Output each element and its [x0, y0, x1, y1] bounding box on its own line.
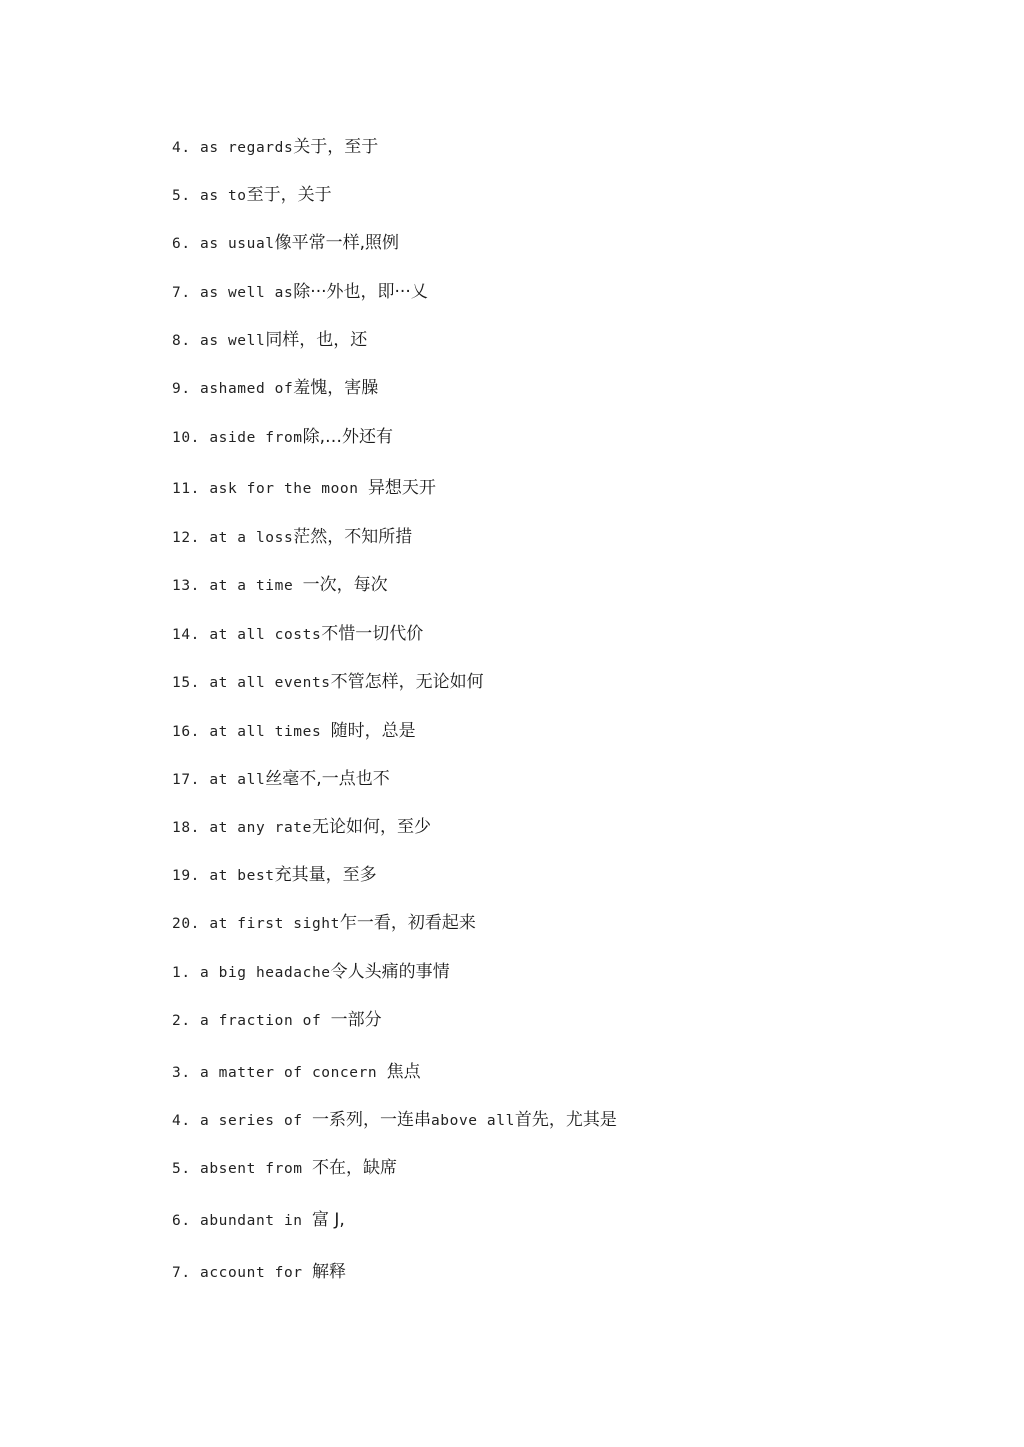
meaning-text: 无论如何，至少 [311, 817, 431, 837]
list-item [172, 908, 476, 938]
phrase-text: 1. a big headache [172, 965, 331, 981]
meaning-text: 不在，缺席 [311, 1158, 397, 1178]
phrase-text: 4. a series of [172, 1113, 312, 1129]
list-item [172, 180, 332, 210]
meaning-text: 关于，至于 [293, 137, 379, 157]
list-item [172, 325, 367, 355]
phrase-text: 19. at best [172, 868, 275, 884]
list-item [172, 1153, 397, 1183]
meaning-text: 同样，也，还 [265, 330, 368, 350]
phrase-text: 3. a matter of concern [172, 1065, 387, 1081]
meaning-text: 富 J, [311, 1210, 345, 1230]
phrase-text: 4. as regards [172, 140, 294, 156]
list-item [172, 228, 399, 258]
list-item [172, 667, 484, 697]
phrase-text: 10. aside from [172, 430, 303, 446]
phrase-text: 20. at first sight [172, 916, 340, 932]
phrase-text: 17. at all [172, 772, 266, 788]
meaning-text: 一次，每次 [302, 575, 388, 595]
phrase-text: 13. at a time [172, 578, 303, 594]
list-item [172, 1105, 617, 1135]
list-item [172, 1005, 382, 1035]
phrase-text: 9. ashamed of [172, 381, 294, 397]
meaning-text: 除,…外还有 [302, 427, 394, 447]
meaning-text: 异想天开 [367, 478, 436, 498]
list-item [172, 860, 377, 890]
phrase-text: above all [430, 1113, 515, 1129]
meaning-text: 随时，总是 [330, 721, 416, 741]
phrase-text: 8. as well [172, 333, 266, 349]
meaning-text: 充其量，至多 [274, 865, 377, 885]
meaning-text: 首先，尤其是 [514, 1110, 617, 1130]
meaning-text: 不惜一切代价 [321, 624, 424, 644]
phrase-text: 2. a fraction of [172, 1013, 331, 1029]
list-item [172, 373, 378, 403]
meaning-text: 羞愧，害臊 [293, 378, 379, 398]
phrase-text: 7. account for [172, 1265, 312, 1281]
meaning-text: 解释 [311, 1262, 346, 1282]
meaning-text: 茫然，不知所措 [293, 527, 413, 547]
phrase-text: 14. at all costs [172, 627, 322, 643]
meaning-text: 至于，关于 [246, 185, 332, 205]
phrase-text: 6. abundant in [172, 1213, 312, 1229]
meaning-text: 一部分 [330, 1010, 382, 1030]
phrase-text: 6. as usual [172, 236, 275, 252]
list-item [172, 764, 390, 794]
phrase-text: 18. at any rate [172, 820, 312, 836]
list-item [172, 570, 388, 600]
list-item [172, 1205, 345, 1235]
list-item [172, 422, 393, 452]
list-item [172, 716, 416, 746]
meaning-text: 令人头痛的事情 [330, 962, 450, 982]
meaning-text: 一系列，一连串 [311, 1110, 431, 1130]
meaning-text: 不管怎样，无论如何 [330, 672, 484, 692]
list-item [172, 1057, 421, 1087]
meaning-text: 像平常一样,照例 [274, 233, 400, 253]
phrase-text: 12. at a loss [172, 530, 294, 546]
phrase-text: 16. at all times [172, 724, 331, 740]
phrase-text: 5. absent from [172, 1161, 312, 1177]
phrase-text: 7. as well as [172, 285, 294, 301]
list-item [172, 522, 412, 552]
list-item [172, 473, 436, 503]
meaning-text: 丝毫不,一点也不 [265, 769, 390, 789]
phrase-text: 5. as to [172, 188, 247, 204]
list-item [172, 277, 428, 307]
meaning-text: 除···外也，即···乂 [293, 282, 428, 302]
phrase-text: 11. ask for the moon [172, 481, 368, 497]
list-item [172, 1257, 346, 1287]
meaning-text: 乍一看，初看起来 [339, 913, 476, 933]
meaning-text: 焦点 [386, 1062, 421, 1082]
list-item [172, 132, 378, 162]
list-item [172, 957, 450, 987]
phrase-text: 15. at all events [172, 675, 331, 691]
list-item [172, 619, 423, 649]
list-item [172, 812, 431, 842]
